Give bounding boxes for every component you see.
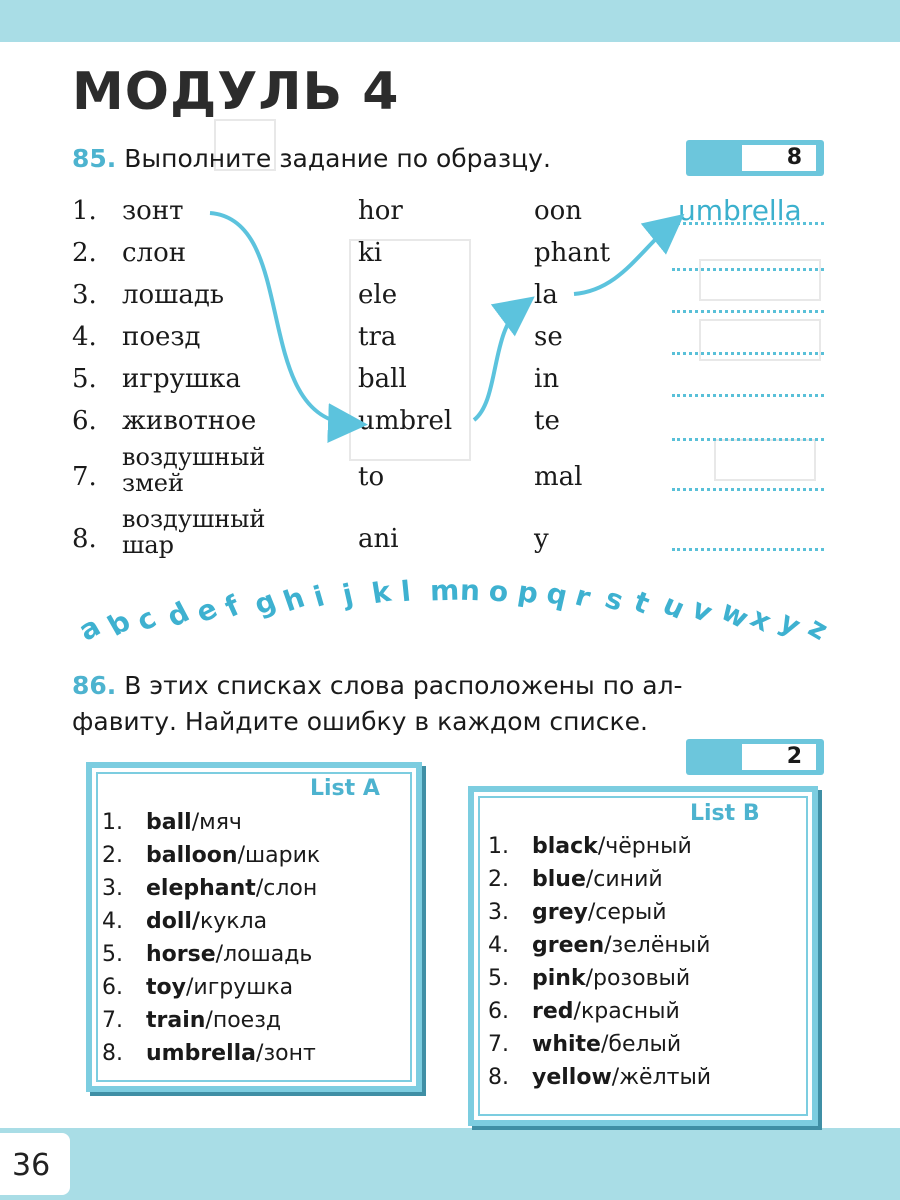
first-syllable: umbrel <box>358 406 453 436</box>
list-b-title: List B <box>690 801 760 826</box>
russian-translation: /жёлтый <box>611 1065 712 1090</box>
list-item <box>488 867 663 892</box>
row-number: 2. <box>72 238 97 268</box>
russian-translation: /розовый <box>585 966 691 991</box>
list-item-number: 8. <box>488 1065 509 1090</box>
russian-word: животное <box>122 406 257 436</box>
exercise-85-instruction: Выполните задание по образцу. <box>124 144 551 173</box>
second-syllable: te <box>534 406 560 436</box>
list-item-number: 1. <box>102 810 123 835</box>
exercise-86-score: 2 <box>786 744 802 769</box>
list-item-number: 4. <box>488 933 509 958</box>
exercise-86-number: 86. <box>72 671 117 700</box>
list-item <box>102 942 312 967</box>
russian-translation: /серый <box>587 900 667 925</box>
alphabet-letter: o <box>487 573 510 609</box>
english-word: elephant <box>146 876 256 901</box>
english-word: green <box>532 933 605 958</box>
alphabet-letter: n <box>459 573 481 608</box>
list-item-number: 7. <box>488 1032 509 1057</box>
list-item <box>488 900 667 925</box>
alphabet-letter: f <box>219 588 245 624</box>
list-item-number: 1. <box>488 834 509 859</box>
arrow-zont-to-umbrel <box>210 213 352 424</box>
russian-translation: /шарик <box>237 843 321 868</box>
row-number: 7. <box>72 462 97 492</box>
russian-translation: /слон <box>255 876 318 901</box>
alphabet-letter: v <box>686 591 718 630</box>
list-item <box>102 876 317 901</box>
alphabet-letter: x <box>744 600 777 638</box>
list-item-number: 5. <box>488 966 509 991</box>
english-word: black <box>532 834 598 859</box>
alphabet-letter: d <box>161 595 195 634</box>
exercise-86-text-1: В этих списках слова расположены по ал- <box>124 671 683 700</box>
english-word: yellow <box>532 1065 612 1090</box>
exercise-86-score-badge <box>686 739 824 775</box>
russian-translation: /поезд <box>205 1008 282 1033</box>
alphabet-letter: h <box>279 580 310 619</box>
second-syllable: oon <box>534 196 583 226</box>
alphabet-letter: s <box>600 580 628 618</box>
row-number: 6. <box>72 406 97 436</box>
list-item-number: 4. <box>102 909 123 934</box>
list-item <box>488 834 692 859</box>
russian-translation: /зонт <box>256 1041 316 1066</box>
row-number: 4. <box>72 322 97 352</box>
alphabet-letter: c <box>131 600 162 638</box>
english-word: doll/ <box>146 909 200 934</box>
alphabet-letter: l <box>399 574 413 609</box>
english-word: umbrella <box>146 1041 257 1066</box>
second-syllable: se <box>534 322 563 352</box>
english-word: ball <box>146 810 192 835</box>
first-syllable: ele <box>358 280 398 310</box>
russian-translation: /белый <box>600 1032 682 1057</box>
row-number: 1. <box>72 196 97 226</box>
list-a-title: List A <box>310 776 380 801</box>
english-word: balloon <box>146 843 238 868</box>
russian-word: воздушный шар <box>122 505 266 559</box>
alphabet-letter: u <box>658 587 690 626</box>
english-word: blue <box>532 867 586 892</box>
second-syllable: y <box>534 524 549 554</box>
alphabet-letter: a <box>73 609 106 648</box>
alphabet-letter: p <box>515 574 541 611</box>
russian-word: воздушный змей <box>122 443 266 497</box>
exercise-86-text-2: фавиту. Найдите ошибку в каждом списке. <box>72 707 648 736</box>
list-item-number: 6. <box>488 999 509 1024</box>
page-number: 36 <box>12 1148 51 1183</box>
russian-translation: /синий <box>585 867 663 892</box>
second-syllable: in <box>534 364 560 394</box>
module-title: МОДУЛЬ 4 <box>72 62 400 122</box>
alphabet-letter: t <box>629 584 654 621</box>
alphabet-letter: m <box>429 573 461 608</box>
exercise-85-score: 8 <box>786 145 802 170</box>
second-syllable: mal <box>534 462 583 492</box>
russian-translation: /зелёный <box>604 933 711 958</box>
list-item-number: 3. <box>488 900 509 925</box>
russian-word: лошадь <box>122 280 225 310</box>
alphabet-letter: j <box>339 576 356 612</box>
list-item <box>488 933 710 958</box>
alphabet-letter: i <box>309 579 328 614</box>
second-syllable: phant <box>534 238 611 268</box>
english-word: horse <box>146 942 216 967</box>
english-word: train <box>146 1008 206 1033</box>
list-item-number: 7. <box>102 1008 123 1033</box>
example-answer: umbrella <box>678 194 802 227</box>
first-syllable: ani <box>358 524 399 554</box>
first-syllable: hor <box>358 196 403 226</box>
row-number: 5. <box>72 364 97 394</box>
list-item <box>488 966 690 991</box>
russian-translation: /мяч <box>191 810 242 835</box>
alphabet-letter: k <box>369 574 394 611</box>
list-item-number: 3. <box>102 876 123 901</box>
row-number: 8. <box>72 524 97 554</box>
second-syllable: la <box>534 280 558 310</box>
first-syllable: to <box>358 462 385 492</box>
alphabet-letter: q <box>543 575 571 613</box>
list-item <box>102 909 267 934</box>
arrow-umbrel-to-la <box>474 306 522 420</box>
first-syllable: ball <box>358 364 407 394</box>
list-item-number: 5. <box>102 942 123 967</box>
english-word: grey <box>532 900 588 925</box>
list-item <box>488 1065 711 1090</box>
list-item-number: 2. <box>488 867 509 892</box>
russian-word: зонт <box>122 196 184 226</box>
alphabet-letter: w <box>716 593 755 636</box>
russian-translation: /чёрный <box>597 834 692 859</box>
russian-translation: /красный <box>573 999 680 1024</box>
russian-translation: кукла <box>199 909 268 934</box>
alphabet-letter: b <box>102 604 137 644</box>
list-item-number: 2. <box>102 843 123 868</box>
russian-word: слон <box>122 238 187 268</box>
list-item <box>488 999 680 1024</box>
exercise-86-line-1 <box>72 671 683 700</box>
russian-word: поезд <box>122 322 201 352</box>
alphabet-letter: y <box>773 604 807 643</box>
list-item <box>102 810 242 835</box>
list-item-number: 6. <box>102 975 123 1000</box>
english-word: red <box>532 999 574 1024</box>
alphabet-letter: r <box>572 578 595 615</box>
list-item-number: 8. <box>102 1041 123 1066</box>
russian-translation: /игрушка <box>185 975 294 1000</box>
alphabet-letter: g <box>249 583 281 622</box>
list-item <box>102 1041 316 1066</box>
english-word: pink <box>532 966 586 991</box>
first-syllable: tra <box>358 322 397 352</box>
list-item <box>102 1008 281 1033</box>
english-word: toy <box>146 975 186 1000</box>
alphabet-letter: e <box>190 591 223 630</box>
list-item <box>102 975 293 1000</box>
russian-word: игрушка <box>122 364 241 394</box>
list-item <box>102 843 320 868</box>
english-word: white <box>532 1032 601 1057</box>
exercise-85-number: 85. <box>72 144 117 173</box>
alphabet-letter: z <box>802 610 834 647</box>
list-item <box>488 1032 681 1057</box>
arrow-la-to-answer <box>574 224 672 294</box>
row-number: 3. <box>72 280 97 310</box>
first-syllable: ki <box>358 238 383 268</box>
russian-translation: /лошадь <box>215 942 313 967</box>
